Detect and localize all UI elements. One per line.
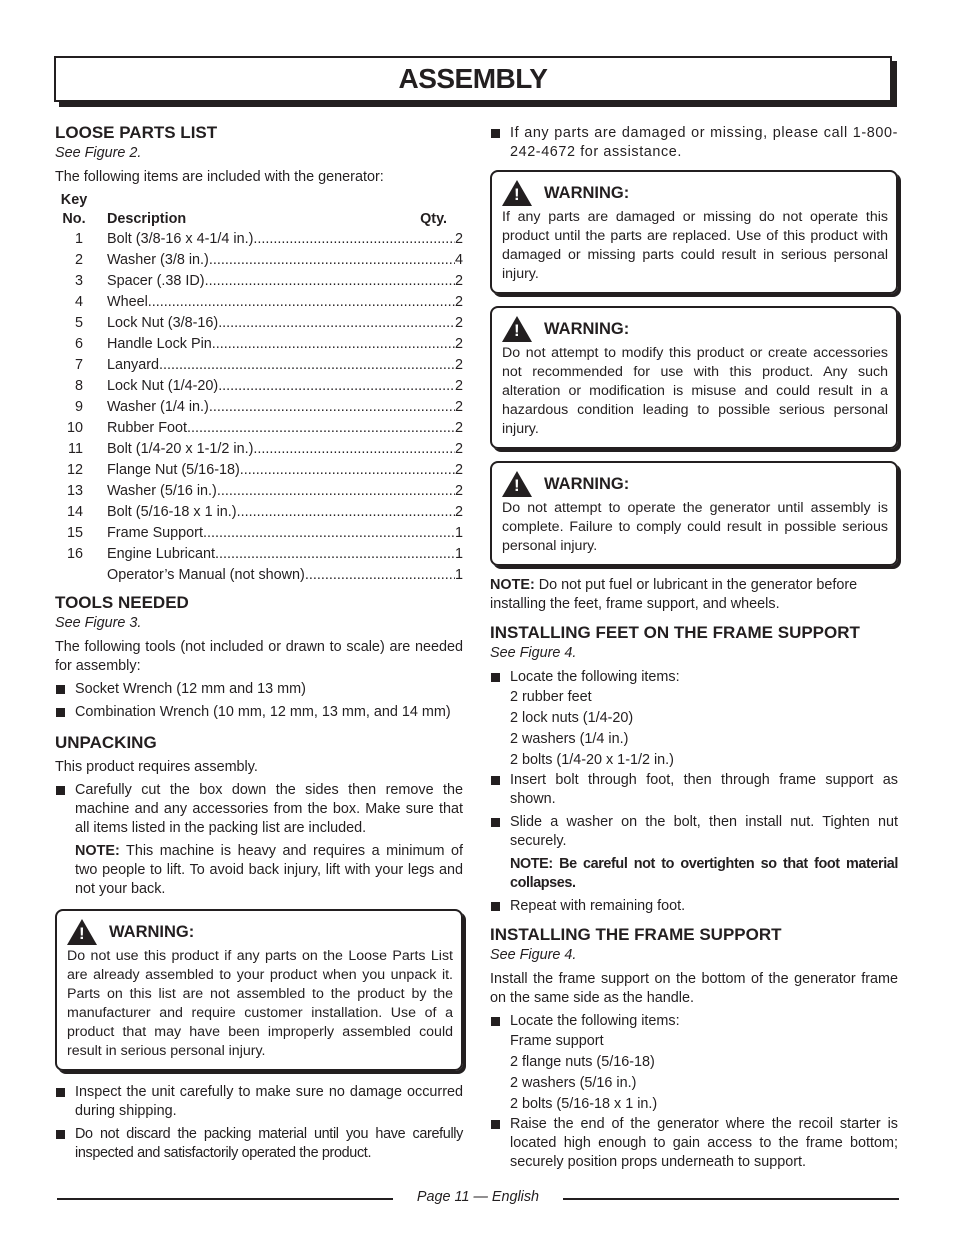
warning-text: Do not attempt to operate the generator until assembly is complete. Failure to comply could result in possible serious personal injury.	[502, 500, 888, 554]
list-item	[490, 1115, 898, 1172]
list-item	[55, 781, 463, 838]
note-label: NOTE:	[490, 577, 535, 593]
part-qty: 2	[455, 231, 464, 247]
list-item	[490, 771, 898, 809]
fuel-note	[490, 576, 898, 614]
warning-box	[490, 461, 898, 566]
dot-leader	[209, 250, 455, 271]
warning-title	[502, 471, 888, 497]
table-row	[55, 397, 463, 418]
part-number	[55, 565, 83, 586]
feet-steps-3	[490, 897, 898, 916]
warning-title	[502, 180, 888, 206]
bullet-square-icon	[491, 902, 500, 911]
bullet-square-icon	[491, 1017, 500, 1026]
warning-title	[502, 316, 888, 342]
dot-leader	[237, 502, 455, 523]
dot-leader	[159, 355, 455, 376]
part-description-cell	[107, 313, 455, 334]
table-row	[55, 460, 463, 481]
unpacking-step: Inspect the unit carefully to make sure no damage occurred during shipping.	[75, 1084, 463, 1119]
list-item: 2 flange nuts (5/16-18)	[510, 1054, 655, 1070]
warning-box	[490, 306, 898, 449]
feet-heading: INSTALLING FEET ON THE FRAME SUPPORT	[490, 623, 860, 642]
part-qty: 2	[455, 462, 464, 478]
parts-table-header	[55, 191, 463, 229]
bullet-square-icon	[491, 1120, 500, 1129]
part-qty: 2	[455, 399, 464, 415]
bullet-square-icon	[56, 685, 65, 694]
part-description-cell	[107, 229, 455, 250]
bullet-square-icon	[56, 708, 65, 717]
feet-step: Repeat with remaining foot.	[510, 898, 686, 914]
no-header: No.	[62, 211, 86, 227]
frame-steps	[490, 1012, 898, 1031]
note-text: This machine is heavy and requires a minimum of two people to lift. To avoid back injury, lift with your legs and not your back.	[75, 843, 463, 897]
list-item	[490, 897, 898, 916]
assistance-list	[490, 124, 898, 162]
frame-steps-2	[490, 1115, 898, 1172]
warning-label: WARNING:	[544, 475, 630, 493]
key-header: Key	[60, 192, 88, 208]
warning-label: WARNING:	[544, 320, 630, 338]
tools-list	[55, 680, 463, 722]
part-description: Operator’s Manual (not shown)	[107, 567, 305, 583]
table-row	[55, 229, 463, 250]
list-item	[490, 813, 898, 851]
loose-parts-intro: The following items are included with the generator:	[55, 169, 384, 185]
part-qty: 2	[455, 315, 464, 331]
list-item	[55, 1083, 463, 1121]
part-number: 9	[74, 399, 83, 415]
warning-triangle-icon	[502, 180, 532, 206]
bullet-square-icon	[56, 1130, 65, 1139]
list-item: 2 washers (5/16 in.)	[510, 1075, 637, 1091]
header-banner	[54, 56, 892, 102]
part-description: Bolt (5/16-18 x 1 in.)	[107, 504, 237, 520]
warning-triangle-icon	[67, 919, 97, 945]
list-item: 2 bolts (5/16-18 x 1 in.)	[510, 1096, 658, 1112]
dot-leader	[305, 565, 455, 586]
bullet-square-icon	[491, 776, 500, 785]
part-number: 11	[68, 441, 83, 457]
parts-table-body	[55, 229, 463, 586]
dot-leader	[205, 271, 455, 292]
unpacking-list	[55, 781, 463, 838]
unpacking-heading: UNPACKING	[55, 733, 157, 752]
warning-text: If any parts are damaged or missing do not operate this product until the parts are replaced. Use of this product with damaged or missing parts could result in serious personal injury.	[502, 209, 888, 282]
dot-leader	[212, 334, 455, 355]
part-description-cell	[107, 292, 455, 313]
unpacking-step: Carefully cut the box down the sides then remove the machine and any accessories from the box. Make sure that all items listed in the packing list are included.	[75, 782, 463, 836]
list-item	[490, 1012, 898, 1031]
unpacking-step: Do not discard the packing material until you have carefully inspected and satisfactorily operated the product.	[75, 1126, 463, 1161]
part-description-cell	[107, 376, 455, 397]
part-description: Frame Support	[107, 525, 203, 541]
part-number: 8	[74, 378, 83, 394]
part-qty: 2	[455, 504, 464, 520]
part-description-cell	[107, 481, 455, 502]
part-description-cell	[107, 523, 455, 544]
frame-items	[490, 1031, 898, 1115]
part-qty: 2	[455, 378, 464, 394]
warning-text: Do not use this product if any parts on the Loose Parts List are already assembled to your product when you unpack it. Parts on this list are not assembled to the product by the manufacturer and require customer installation. Use of a product that may have been improperly assembled could result in serious personal injury.	[67, 948, 453, 1059]
part-description: Bolt (1/4-20 x 1-1/2 in.)	[107, 441, 254, 457]
feet-step: Insert bolt through foot, then through frame support as shown.	[510, 772, 898, 807]
table-row	[55, 502, 463, 523]
list-item: 2 bolts (1/4-20 x 1-1/2 in.)	[510, 752, 674, 768]
loose-parts-see-figure: See Figure 2.	[55, 145, 142, 161]
part-number: 3	[74, 273, 83, 289]
part-qty: 2	[455, 357, 464, 373]
loose-parts-heading: LOOSE PARTS LIST	[55, 123, 218, 142]
part-number: 6	[74, 336, 83, 352]
part-qty: 1	[455, 525, 464, 541]
part-number: 12	[66, 462, 83, 478]
note-label: NOTE:	[75, 843, 120, 859]
part-qty: 2	[455, 483, 464, 499]
part-number: 7	[74, 357, 83, 373]
dot-leader	[240, 460, 455, 481]
dot-leader	[217, 481, 455, 502]
table-row	[55, 376, 463, 397]
part-description-cell	[107, 439, 455, 460]
part-description-cell	[107, 544, 455, 565]
list-item	[55, 1125, 463, 1163]
part-number: 4	[74, 294, 83, 310]
warning-text: Do not attempt to modify this product or create accessories not recommended for use with this product. Any such alteration or modification is misuse and could result in a hazardous condition leading to possible serious personal injury.	[502, 345, 888, 437]
part-number: 1	[74, 231, 83, 247]
part-description: Lock Nut (1/4-20)	[107, 378, 219, 394]
note-text: Do not put fuel or lubricant in the generator before installing the feet, frame support, and wheels.	[490, 577, 858, 612]
footer-text: Page 11 — English	[416, 1189, 540, 1205]
part-description: Bolt (3/8-16 x 4-1/4 in.)	[107, 231, 254, 247]
part-description-cell	[107, 334, 455, 355]
table-row	[55, 439, 463, 460]
part-qty: 1	[455, 567, 464, 583]
list-item	[55, 703, 463, 722]
footer-rule-right	[563, 1198, 899, 1200]
frame-step: Raise the end of the generator where the recoil starter is located high enough to gain access to the frame bottom; securely position props underneath to support.	[510, 1116, 898, 1170]
dot-leader	[253, 229, 455, 250]
warning-triangle-icon	[502, 471, 532, 497]
part-description-cell	[107, 418, 455, 439]
part-description-cell	[107, 397, 455, 418]
dot-leader	[187, 418, 455, 439]
key-no-header	[55, 191, 93, 229]
page-footer	[57, 1187, 899, 1207]
table-row	[55, 418, 463, 439]
list-item: 2 washers (1/4 in.)	[510, 731, 629, 747]
part-qty: 2	[455, 336, 464, 352]
feet-step: Slide a washer on the bolt, then install nut. Tighten nut securely.	[510, 814, 898, 849]
part-description: Spacer (.38 ID)	[107, 273, 205, 289]
part-description-cell	[107, 460, 455, 481]
right-column	[490, 124, 898, 1176]
part-description-cell	[107, 250, 455, 271]
unpacking-intro: This product requires assembly.	[55, 759, 258, 775]
part-number: 2	[74, 252, 83, 268]
table-row	[55, 565, 463, 586]
warning-box	[55, 909, 463, 1071]
part-qty: 1	[455, 546, 464, 562]
part-number: 5	[74, 315, 83, 331]
part-description-cell	[107, 502, 455, 523]
dot-leader	[215, 544, 455, 565]
table-row	[55, 355, 463, 376]
table-row	[55, 544, 463, 565]
table-row	[55, 271, 463, 292]
feet-steps-2	[490, 771, 898, 851]
table-row	[55, 481, 463, 502]
frame-intro: Install the frame support on the bottom of the generator frame on the same side as the handle.	[490, 971, 898, 1006]
part-description: Lanyard	[107, 357, 160, 373]
warning-label: WARNING:	[109, 923, 195, 941]
warning-label: WARNING:	[544, 184, 630, 202]
part-description-cell	[107, 271, 455, 292]
tools-see-figure: See Figure 3.	[55, 615, 142, 631]
page-title: ASSEMBLY	[398, 63, 548, 94]
description-header: Description	[107, 211, 187, 227]
part-qty: 2	[455, 441, 464, 457]
part-description: Washer (5/16 in.)	[107, 483, 217, 499]
part-number: 14	[66, 504, 83, 520]
feet-note: NOTE: Be careful not to overtighten so that foot material collapses.	[510, 856, 898, 891]
part-number: 13	[66, 483, 83, 499]
part-number: 10	[66, 420, 83, 436]
table-row	[55, 334, 463, 355]
tools-intro: The following tools (not included or drawn to scale) are needed for assembly:	[55, 639, 463, 674]
tool-item: Combination Wrench (10 mm, 12 mm, 13 mm, and 14 mm)	[75, 704, 451, 720]
tool-item: Socket Wrench (12 mm and 13 mm)	[75, 681, 306, 697]
unpacking-note	[55, 842, 463, 899]
part-description: Lock Nut (3/8-16)	[107, 315, 219, 331]
feet-steps	[490, 668, 898, 687]
list-item: 2 lock nuts (1/4-20)	[510, 710, 634, 726]
tools-heading: TOOLS NEEDED	[55, 593, 189, 612]
part-number: 16	[66, 546, 83, 562]
table-row	[55, 292, 463, 313]
list-item: 2 rubber feet	[510, 689, 592, 705]
part-qty: 2	[455, 294, 464, 310]
qty-header: Qty.	[420, 211, 447, 227]
part-qty: 2	[455, 273, 464, 289]
bullet-square-icon	[56, 1088, 65, 1097]
feet-step: Locate the following items:	[510, 669, 680, 685]
unpacking-list-2	[55, 1083, 463, 1163]
part-description: Engine Lubricant	[107, 546, 216, 562]
frame-see-figure: See Figure 4.	[490, 947, 577, 963]
assistance-text: If any parts are damaged or missing, please call 1-800-242-4672 for assistance.	[510, 125, 898, 160]
part-description: Rubber Foot	[107, 420, 187, 436]
part-qty: 4	[455, 252, 464, 268]
list-item: Frame support	[510, 1033, 604, 1049]
table-row	[55, 313, 463, 334]
table-row	[55, 250, 463, 271]
dot-leader	[253, 439, 455, 460]
list-item	[55, 680, 463, 699]
frame-step: Locate the following items:	[510, 1013, 680, 1029]
part-description-cell	[107, 355, 455, 376]
part-qty: 2	[455, 420, 464, 436]
feet-see-figure: See Figure 4.	[490, 645, 577, 661]
dot-leader	[203, 523, 455, 544]
frame-heading: INSTALLING THE FRAME SUPPORT	[490, 925, 782, 944]
bullet-square-icon	[491, 818, 500, 827]
table-row	[55, 523, 463, 544]
part-description: Flange Nut (5/16-18)	[107, 462, 240, 478]
part-description: Washer (1/4 in.)	[107, 399, 209, 415]
list-item	[490, 668, 898, 687]
warning-triangle-icon	[502, 316, 532, 342]
dot-leader	[218, 313, 455, 334]
warning-box	[490, 170, 898, 294]
bullet-square-icon	[491, 673, 500, 682]
dot-leader	[209, 397, 455, 418]
dot-leader	[218, 376, 455, 397]
bullet-square-icon	[56, 786, 65, 795]
left-column	[55, 122, 463, 1167]
part-description: Handle Lock Pin	[107, 336, 212, 352]
part-description: Wheel	[107, 294, 148, 310]
parts-table	[55, 191, 463, 586]
part-description-cell	[107, 565, 455, 586]
feet-items	[490, 687, 898, 771]
part-description: Washer (3/8 in.)	[107, 252, 209, 268]
dot-leader	[148, 292, 455, 313]
warning-title	[67, 919, 453, 945]
part-number: 15	[66, 525, 83, 541]
list-item	[490, 124, 898, 162]
bullet-square-icon	[491, 129, 500, 138]
